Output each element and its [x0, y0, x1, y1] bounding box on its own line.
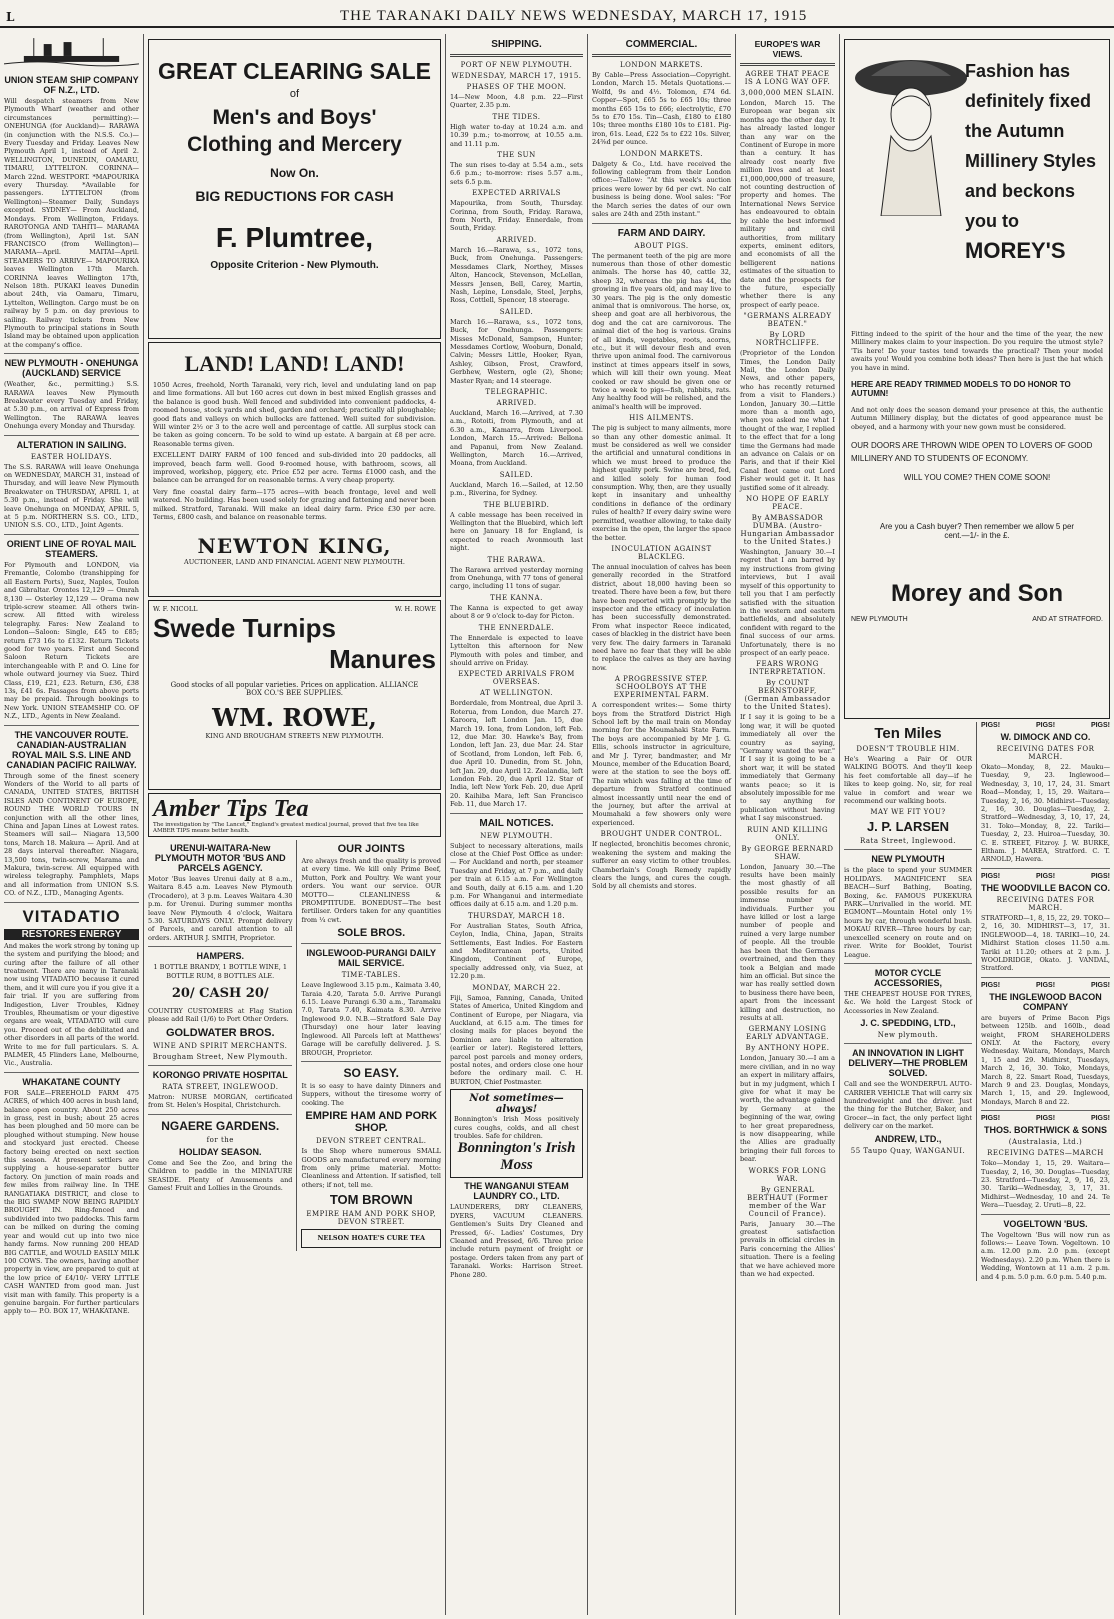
- mail-title: MAIL NOTICES.: [479, 817, 554, 829]
- land-body-1: 1050 Acres, freehold, North Taranaki, very rich, level and undulating land on pap and lime formations. All but 160 acres cut down in best mixed English grasses and the balance is good bush. Well fenced and subdivided into convenient paddocks, 4-roomed house, stock yards and shed, garden and orchard; practically all ploughable; good flats and valleys on which bullocks are fattened. Well suited for subdivision. Will winter 2½ or 3 to the acre well and percentage of cattle. All surplus stock can be taken as going concern. To be sold to wind up estate. A bargain at £8 per acre. Reasonable terms given.: [153, 381, 436, 448]
- land-body-2: EXCELLENT DAIRY FARM of 100 fenced and sub-divided into 20 paddocks, all improved, beach farm well. Good 9-roomed house, with bathroom, scows, all improved, workshop, piggery, etc. Price £52 per acre. Terms £1000 cash, and the balance can be arranged for on reasonable terms. A very cheap property.: [153, 451, 436, 485]
- ngaere-for: for the: [206, 1135, 234, 1144]
- london-markets: LONDON MARKETS.: [620, 61, 703, 69]
- sun-body: The sun rises to-day at 5.54 a.m., sets 6.6 p.m.; to-morrow: rises 5.57 a.m., sets 6.5 p.m.: [450, 161, 583, 186]
- inglewood-bacon: THE INGLEWOOD BACON COMPANY: [989, 991, 1102, 1012]
- orient-body: For Plymouth and LONDON, via Fremantle, Colombo (transhipping for all Eastern Ports), Suez, Naples, Toulon and Gibraltar. Orontes 12,129 — Omrah 8,130 — Osterley 12,129 — Orama new triple-screw steamer. All others twin-screw. All fitted with wireless telegraphy. Fares: New Zealand to London—Saloon: Single, £45 to £85; return £73 16s to £132. Return Tickets good for two years. First and Second Saloon Return Tickets are interchangeable with P. and O. Line for whole outward journey via Suez. Third Class, £19, £21, £23. Return, £36, £38 13s, £41 6s. Passages from above ports may be prepaid. Through bookings to New York. UNION STEAMSHIP CO. OF N.Z., LTD., Agents in New Zealand.: [4, 560, 139, 721]
- sole-bros: SOLE BROS.: [337, 927, 406, 940]
- motor-body: THE CHEAPEST HOUSE FOR TYRES, &c. We hold the Largest Stock of Accessories in New Zealand.: [844, 989, 972, 1015]
- woodville-body: STRATFORD—1, 8, 15, 22, 29. TOKO—2, 16, 30. MIDHIRST—3, 17, 31. INGLEWOOD—4, 18. TARIKI—10, 24. Midhirst Station closes 11.50 a.m. Tariki at 11.20; others at 2 p.m. J. WOOLDRIDGE, Okato. J. VANDAL, Stratford.: [981, 913, 1110, 973]
- pigs-label-7: PIGS!: [981, 981, 1001, 989]
- berthaut: By GENERAL BERTHAUT (Former member of the War Council of France).: [747, 1185, 828, 1218]
- vogeltown-body: The Vogeltown 'Bus will now run as follows:— Leave Town. Vogeltown. 10 a.m. 12.00 p.m. 2.0 p.m. (except Wednesdays). 2.20 p.m. When there is Wedding, Wontown at 11 a.m. 2 p.m. and 4 p.m. 5.0 p.m. 6.0 p.m. 5.40 p.m.: [981, 1230, 1110, 1281]
- pigs-label-12: PIGS!: [1090, 1115, 1110, 1123]
- expected-title: EXPECTED ARRIVALS: [472, 189, 561, 198]
- fashion-line-5: and beckons: [965, 181, 1076, 201]
- northcliffe-body: (Proprietor of the London Times, the London Daily Mail, the London Daily News, and other papers, who has recently returned from a visit to Flanders.) London, January 30.—Little more than a month ago, when you asked me what I thought of the war, I replied to the effect that for a long time the Germans had made an advance on Calais or on Paris, and that if their Kiel Canal fleet came out Lord Fisher would get it. It has justified some of it already.: [740, 349, 835, 492]
- col2-lower-left: [148, 840, 292, 1251]
- shaw-body: London, January 30.—The results have been mainly the most ghastly of all possible results for an immense number of individuals. Further you have killed or lost a large number of people and ruined a very large number of people. All the trouble has been that the Germans overtrained, and then they took a Belgian and made him an official. But since the war has really settled down to business there have been, apart from the incessant killing and destruction, no results at all.: [740, 862, 835, 1022]
- borthwick-sub: (Australasia, Ltd.): [1008, 1138, 1083, 1147]
- hampers-title: HAMPERS.: [196, 951, 244, 962]
- turnips-ad: [148, 600, 441, 790]
- kanna-title: THE KANNA.: [490, 593, 543, 602]
- northcliffe: By LORD NORTHCLIFFE.: [755, 331, 820, 348]
- easter-holidays: EASTER HOLIDAYS.: [30, 452, 113, 461]
- clearing-sale-ad: [148, 39, 441, 339]
- amber-tips-ad: [148, 793, 441, 837]
- column-6: [840, 34, 1114, 1615]
- trimmed: HERE ARE READY TRIMMED MODELS TO DO HONOR TO AUTUMN!: [851, 380, 1071, 399]
- clearing-title: GREAT CLEARING SALE: [157, 58, 432, 84]
- whakatane-title: WHAKATANE COUNTY: [22, 1076, 121, 1087]
- will-you: WILL YOU COME? THEN COME SOON!: [903, 473, 1051, 483]
- dimock-body: Okato—Monday, 8, 22. Mauku—Tuesday, 9, 23. Inglewood—Wednesday, 3, 10, 17, 24, 31. Smart Road—Monday, 1, 15, 29. Waitara—Tuesday, 2, 16, 30. Midhirst—Tuesday, 2, 16, 30. Douglas—Tuesday, 2. Stratford—Wednesday, 3, 10, 17, 24, 31. Toko—Monday, 8, 22. Tariki—Tuesday, 2, 23. Huiroa—Tuesday, 30. C. E. STREET, Fitzroy. J. W. BURKE, Eltham. J. MAREA, Stratford. C. T. ARNOLD, Hawera.: [981, 763, 1110, 864]
- inglewood-mail-body: Leave Inglewood 3.15 p.m., Kaimata 3.40, Taraia 4.20, Tarata 5.0. Arrive Purangi 6.15. Leave Purangi 6.30 a.m., Taramaku 7.0, Tarata 7.40, Kaimata 8.30. Arrive Inglewood 9.0. N.B.—Stratford Sale Day (Thursday) one hour later leaving Inglewood. All Parcels left at Matthews' Garage will be carefully delivered. J. S. BROUGH, Proprietor.: [301, 981, 441, 1057]
- berthaut-body: Paris, January 30.—The greatest satisfaction prevails in official circles in Paris concerning the Allies' situation. There is a feeling that we have achieved more than we had expected.: [740, 1219, 835, 1279]
- tel-arrived-body: Auckland, March 16.—Arrived, at 7.30 a.m., Rotoiti, from Plymouth, and at 6.30 a.m., Kamarra, from Liverpool. London, March 15.—Arrived: Bellona and Papanui, from New Zealand. Wellington, March 16.—Arrived, Moana, from Auckland.: [450, 408, 583, 468]
- clearing-mens: Men's and Boys': [212, 106, 377, 129]
- mail-np: NEW PLYMOUTH.: [480, 831, 553, 840]
- morey-body-block: [851, 330, 1103, 623]
- hospital-body: Matron: NURSE MORGAN, certificated from St. Helen's Hospital, Christchurch.: [148, 1092, 293, 1110]
- col6-lower-right: [976, 722, 1110, 1281]
- bluebird-title: THE BLUEBIRD.: [483, 500, 550, 509]
- overseas-body: Borderdale, from Montreal, due April 3. Roterua, from London, due March 27. Karoora, left London Jan. 15, due March 19. Iona, from London, left Feb. 12, due Mar. 30. Hawke's Bay, from London, left Jan. 23, due Mar. 24. Star of Scotland, from London, left Feb. 6, due April 10. Dunedin, from St. John, left Jan. 29, due April 12. Zealandia, left London Feb. 20, due April 12. Star of India, left New York Feb. 20, due April 20. Kaihiba Mara, left San Francisco Feb. 11, due March 17.: [450, 699, 583, 809]
- pigs-label-1: PIGS!: [981, 722, 1001, 729]
- bernstorff-body: If I say it is going to be a long war, it will be quoted immediately all over the country as saying, "Germany wanted the war." If I say it is going to be a short war, it will be stated immediately that Germany wants peace; so it is absolutely impossible for me to say anything for publication without having what I say misconstrued.: [740, 713, 835, 823]
- col2-lower: [148, 840, 441, 1251]
- telegraphic-title: TELEGRAPHIC.: [485, 387, 548, 396]
- brought-body: If neglected, bronchitis becomes chronic, weakening the system and making the sufferer an easy victim to other troubles. Chamberlain's Cough Remedy rapidly clears the lungs, and cures the cough. Sold by all chemists and stores.: [592, 840, 731, 891]
- ailments-body: The pig is subject to many ailments, more so than any other domestic animal. It must be considered as well we consider the artificial and unnatural conditions in which we must breed to produce the highest quality pork. Swine are bred, fed, and killed solely for human food consumption. Why, then, are they usually kept in insanitary and unhealthy conditions in defiance of the ordinary rules of health? If every dairy swine were permitted, weather allowing, to take daily exercise in the open, the larger the space the better.: [592, 424, 731, 542]
- country-customers: COUNTRY CUSTOMERS at Flag Station please add Rail (1/6) to Port Other Orders.: [148, 1007, 293, 1024]
- pigs-label-3: PIGS!: [1090, 722, 1110, 729]
- dumba: By AMBASSADOR DUMBA. (Austro-Hungarian Ambassador to the United States.): [740, 514, 835, 547]
- goldwater-address: Brougham Street, New Plymouth.: [152, 1052, 288, 1061]
- column-4: [588, 34, 736, 1615]
- empire-address: DEVON STREET CENTRAL.: [315, 1137, 427, 1146]
- tides-body: High water to-day at 10.24 a.m. and 10.39 p.m.; to-morrow, at 10.55 a.m. and 11.11 p.m.: [450, 122, 583, 148]
- larsen-address: Rata Street, Inglewood.: [859, 837, 957, 846]
- woodville-sub: RECEIVING DATES FOR MARCH.: [996, 895, 1095, 912]
- bonnington-logo: Bonnington's Irish Moss: [457, 1140, 576, 1174]
- schoolboys-title: A PROGRESSIVE STEP. SCHOOLBOYS AT THE EXPERIMENTAL FARM.: [613, 675, 710, 700]
- hampers-items: 1 BOTTLE BRANDY, 1 BOTTLE WINE, 1 BOTTLE RUM, 8 BOTTLES ALE.: [153, 963, 287, 980]
- doors: OUR DOORS ARE THROWN WIDE OPEN TO LOVERS OF GOOD MILLINERY AND TO STUDENTS OF ECONOMY.: [851, 441, 1093, 464]
- fears-title: FEARS WRONG INTERPRETATION.: [749, 660, 826, 677]
- hospital-title: KORONGO PRIVATE HOSPITAL: [152, 1069, 288, 1080]
- spedding: J. C. SPEDDING, LTD.,: [860, 1018, 956, 1029]
- motor-title: MOTOR CYCLE ACCESSORIES,: [873, 967, 942, 988]
- vitadatio-body: And makes the work strong by toning up the system and purifying the blood; and curing after the failure of all other treatment. There are many in Taranaki now using VITADATIO because it cured them, and it will cure you if you give it a fair trial. If you are suffering from Indigestion, Liver Troubles, Kidney Troubles, Rheumatism or your digestive organs are weak, VITADATIO will cure you. Proceed out of the debilitated and other disorders in all parts of the world. Write to me for full particulars. S. A. PALMER, 45 Flinders Lane, Melbourne, Vic., Australia.: [4, 941, 139, 1068]
- morey-ad: [844, 39, 1110, 719]
- inglewood-bacon-body: are buyers of Prime Bacon Pigs between 125lb. and 160lb., dead weight, FROM SHAREHOLDERS ONLY. At the Factory, every Wednesday. Waitara, Mondays, March 1, 15 and 29. Midhirst, Tuesdays, March 2, 16, 30. Toko, Mondays, March 8, 22. Smart Road, Tuesdays, March 9 and 23. Douglas, Mondays, March 1, 15, and 29. Inglewood, Mondays, March 8 and 22.: [981, 1013, 1110, 1106]
- commercial-body-2: Dalgety & Co., Ltd. have received the following cablegram from their London office:—Tallow: "At this week's auction prices were lower by 6d per cwt. No calf business is being done. Wool sales: "For the March series the dates of our own sales are 24th and 25th instant.": [592, 159, 731, 219]
- fashion-line-2: definitely fixed: [965, 91, 1092, 111]
- wanganui-body: LAUNDERERS, DRY CLEANERS, DYERS, VACUUM CLEANERS. Gentlemen's Suits Dry Cleaned and Pressed, 6/-. Ladies' Costumes, Dry Cleaned and Pressed, 6/6. Three price include return payment of freight or postage. Orders taken from any part of Taranaki. Works: Harrison Street. Phone 280.: [450, 1203, 583, 1279]
- morey-stratford: AND AT STRATFORD.: [1032, 616, 1103, 624]
- wanganui-laundry: THE WANGANUI STEAM LAUNDRY CO., LTD.: [464, 1181, 569, 1202]
- fit-you: MAY WE FIT YOU?: [870, 808, 946, 817]
- tom-brown: TOM BROWN: [329, 1192, 413, 1208]
- hope-body: London, January 30.—I am a mere civilian, and in no way an expert in military affairs, but in my judgment, which I give for what it may be worth, the advantage gained by Germany at the beginning of the war, owing to her great preparedness, is now disappearing, while the Allies are gradually bringing their full forces to bear.: [740, 1054, 835, 1164]
- peace-title: AGREE THAT PEACE IS A LONG WAY OFF.: [744, 70, 831, 86]
- morey-and-son: Morey and Son: [890, 580, 1064, 608]
- vancouver-title: THE VANCOUVER ROUTE. CANADIAN-AUSTRALIAN ROYAL MAIL S.S. LINE AND CANADIAN PACIFIC RAILWAY.: [6, 729, 137, 770]
- ruin-title: RUIN AND KILLING ONLY.: [746, 825, 829, 842]
- bluebird-body: A cable message has been received in Wellington that the Bluebird, which left here on January 18 for England, is expected to reach Avonmouth last night.: [450, 510, 583, 553]
- manures-body: Good stocks of all popular varieties. Prices on application. ALLIANCE BOX CO.'S BEE SUPPLIES.: [170, 681, 419, 697]
- time-tables: TIME-TABLES.: [341, 971, 401, 980]
- bonnington-body: Bonnington's Irish Moss positively cures coughs, colds, and all chest troubles. Safe for children.: [454, 1115, 579, 1140]
- overseas-title: EXPECTED ARRIVALS FROM OVERSEAS.: [458, 670, 575, 687]
- dumba-body: Washington, January 30.—I regret that I am barred by my instructions from giving interviews, but I avail myself of this opportunity to tell you that I am perfectly satisfied with the situation in the western and eastern battlefields, and absolutely confident with regard to the final success of our arms. Unfortunately, there is no prospect of an early peace.: [740, 548, 835, 657]
- urenui-title: URENUI-WAITARA-New PLYMOUTH MOTOR 'BUS AND PARCELS AGENCY.: [154, 843, 286, 873]
- london-markets-2: LONDON MARKETS.: [620, 149, 703, 158]
- shaw: By GEORGE BERNARD SHAW.: [741, 844, 834, 861]
- morey-np: NEW PLYMOUTH: [851, 616, 908, 624]
- pigs-label-6: PIGS!: [1090, 872, 1110, 880]
- pigs-label-10: PIGS!: [981, 1115, 1001, 1123]
- port-date: WEDNESDAY, MARCH 17, 1915.: [451, 72, 582, 80]
- fashion-line-4: Millinery Styles: [965, 151, 1097, 171]
- land-ad: [148, 342, 441, 597]
- shipping-title: SHIPPING.: [491, 39, 542, 50]
- rarawa-title: THE RARAWA.: [487, 555, 546, 564]
- clearing-big: BIG REDUCTIONS FOR CASH: [195, 188, 394, 204]
- borthwick: THOS. BORTHWICK & SONS: [984, 1125, 1107, 1136]
- pigs-label-9: PIGS!: [1090, 981, 1110, 989]
- bonnington-banner: Not sometimes—always!: [469, 1093, 564, 1116]
- vitadatio-tagline: RESTORES ENERGY: [4, 929, 139, 940]
- innovation-title: AN INNOVATION IN LIGHT DELIVERY—THE PROBLEM SOLVED.: [848, 1048, 968, 1079]
- brought-title: BROUGHT UNDER CONTROL.: [600, 830, 723, 839]
- clearing-of: of: [289, 88, 300, 100]
- ten-miles-sub: DOESN'T TROUBLE HIM.: [856, 745, 960, 753]
- mail-body-3: Fiji, Samoa, Fanning, Canada, United States of America, United Kingdom and Continent of Europe, per Niagara, via Auckland, at 6.15 a.m. The times for closing mails for places beyond the Dominion are liable to alteration (earlier or later). Registered letters, parcel post parcels and money orders, postal notes, and orders close one hour before the ordinary mail. C. H. BURTON, Chief Postmaster.: [450, 993, 583, 1086]
- ailments-title: HIS AILMENTS.: [629, 414, 694, 423]
- larsen: J. P. LARSEN: [866, 819, 950, 835]
- tides-title: THE TIDES.: [492, 112, 541, 121]
- column-1: [0, 34, 144, 1615]
- vancouver-body: Through some of the finest scenery Wonders of the World to all parts of CANADA, UNITED STATES, BRITISH ISLES AND CONTINENT OF EUROPE, ROUND THE WORLD TOURS IN conjunction with all the other lines, China and Japan Lines at Lowest rates. Steamers will sail— Niagara 13,500 tons, March 18. Makura — April. And at 28 days interval thereafter. Niagara, 13,500 tons, twin-screw, Marama and Makura, twin-screw. All equipped with wireless telegraphy. Pamphlets, Maps and all information from UNION S.S. CO. of N.Z., LTD., Managing Agents.: [4, 771, 139, 898]
- column-2: [144, 34, 446, 1615]
- np-summer-body: is the place to spend your SUMMER HOLIDAYS. MAGNIFICENT SEA BEACH—Surf Bathing, Boating, Boxing, &c. FAMOUS PUKEKURA PARK—Unrivalled in the world. MT. EGMONT—Mountain Hotel only 1½ hours by car, through wonderful bush. MOKAU RIVER—Three hours by car; unexcelled scenery on route and on river. Write for Booklet, Tourist League.: [844, 866, 972, 959]
- europe-title: EUROPE'S WAR VIEWS.: [754, 39, 821, 59]
- goldwater-sub: WINE AND SPIRIT MERCHANTS.: [153, 1041, 288, 1050]
- masthead: [0, 0, 1114, 28]
- pigs-title: ABOUT PIGS.: [634, 241, 689, 250]
- column-5: [736, 34, 840, 1615]
- orient-title: ORIENT LINE OF ROYAL MAIL STEAMERS.: [6, 538, 137, 559]
- newspaper-title: THE TARANAKI DAILY NEWS WEDNESDAY, MARCH 17, 1915: [340, 8, 808, 24]
- pigs-label-8: PIGS!: [1035, 981, 1056, 989]
- bonnington-ad: [450, 1089, 583, 1178]
- commercial-body-1: By Cable—Press Association—Copyright. London, March 15. Metals Quotations.—Wolfd, 9s and 4½. Tolomon, £74 6d. Copper—Spot, £65 5s to £65 10s; three months £65 15s to £66; electrolytic, £70 5s to £70 15s. Tin—Cash, £180 to £180 10s; three months £180 10s to £181. Pig-iron, 61s. Lead, £22 5s to £22 10s. Silver, 24⅜d per ounce.: [592, 71, 731, 147]
- expected-body: Mapourika, from South, Thursday. Corinna, from South, Friday. Rarawa, from North, Friday. Ennerdale, from South, Friday.: [450, 199, 583, 233]
- goldwater: GOLDWATER BROS.: [165, 1026, 275, 1039]
- alteration-title: ALTERATION IN SAILING.: [16, 439, 127, 450]
- sailed-body: March 16.—Rarawa, s.s., 1072 tons, Buck, for Onehunga. Passengers: Misses McDonald, Sampson, Hunter; Messdames Cortlow, Wooburn, Donald, Calvin; Messrs Little, Hooker, Ryan, Ashley, Gibson, Frost, Crawford, Gerbhew, Western, ogle (2), Shone; Master Ryan; and 14 steerage.: [450, 317, 583, 385]
- pigs-label-11: PIGS!: [1035, 1115, 1056, 1123]
- inoculation-title: INOCULATION AGAINST BLACKLEG.: [611, 544, 712, 561]
- tom-brown-address: EMPIRE HAM AND PORK SHOP, DEVON STREET.: [306, 1210, 437, 1227]
- arrived-title: ARRIVED.: [496, 235, 537, 244]
- ngaere-title: NGAERE GARDENS.: [161, 1118, 280, 1133]
- vogeltown: VOGELTOWN 'BUS.: [1003, 1218, 1088, 1229]
- hope: By ANTHONY HOPE.: [745, 1044, 830, 1053]
- pigs-label-2: PIGS!: [1035, 722, 1056, 729]
- spedding-address: New plymouth.: [877, 1031, 939, 1040]
- empire-body: Is the Shop where numerous SMALL GOODS are manufactured every morning from only prime material. Motto: Cleanliness and Attention. If satisfied, tell others; if not, tell me.: [301, 1147, 441, 1189]
- so-easy: SO EASY.: [343, 1065, 399, 1080]
- arrived-body: March 16.—Rarawa, s.s., 1072 tons, Buck, from Onehunga. Passengers: Messdames Clark, Northey, Misses Alton, Hancock, Stevenson, McLellan, Messrs Jensen, Bell, Carey, Martin, Nash, Lepine, Lonsdale, Steel, Jerphs, Ross, Cottlell, Spencer, 18 steerage.: [450, 245, 583, 305]
- col6-lower-left: [844, 722, 972, 1281]
- fashion-line-6: you to: [965, 211, 1019, 231]
- vitadatio-logo: VITADATIO: [22, 906, 121, 926]
- new-plymouth-onehunga-title: NEW PLYMOUTH - ONEHUNGA (AUCKLAND) SERVICE: [4, 358, 139, 379]
- swede-turnips: Swede Turnips: [153, 613, 336, 643]
- sailed-title: SAILED.: [499, 307, 534, 316]
- amber-tips: Amber Tips Tea: [153, 796, 309, 822]
- inoculation-body: The annual inoculation of calves has been generally recorded in the Stratford district, about 18,000 having been so treated. There have been a few, but there have been reported with promptly by the inspector and the efficacy of inoculation has been successfully demonstrated. From what inspector Reece indicated, cases of blackleg in the district have been very few. The dairy farmers in Taranaki need have no fear that they will be able to replace the calves as they are having now.: [592, 562, 731, 672]
- wm-rowe: WM. ROWE,: [212, 703, 377, 732]
- col6-lower: [844, 722, 1110, 1281]
- whakatane-body: FOR SALE—FREEHOLD FARM 475 ACRES, of which 400 acres in bush land, balance open country. About 250 acres in grass, rest in bush; about 25 acres has been ploughed and 50 more can be ploughed without stumping. New house and stockyard just erected. Cheese factory being erected on next section this season. At present settlers are supplying a house-separator butter factory. On junction of main roads and few miles from railway line. In THE RANGATIAKA DISTRICT, and close to the BIG SWAMP NOW BEING RAPIDLY BROUGHT IN. Ring-fenced and subdivided into two paddocks. This farm can be milked on during the coming year and would cut up into two nice handy farms. Now running 200 HEAD BIG CATTLE, and WOULD EASILY MILK 100 COWS. The owners, having another property in view, are prepared to quit at the low price of £4/10/- VERY LITTLE CASH WANTED from good man. Just visit man with family. This property is a genuine bargain. For further particulars apply to— P.O. BOX 17, WHAKATANE.: [4, 1088, 139, 1316]
- borthwick-body: Toko—Monday 1, 15, 29. Waitara—Tuesday, 2, 16, 30. Douglas—Tuesday, 23. Stratford—Tuesday, 2, 9, 16, 23, 30. Tariki—Wednesday, 3, 17, 31. Midhirst—Wednesday, 10 and 24. Te Wera—Tuesday, 2. Uruti—8, 22.: [981, 1159, 1110, 1210]
- rowe-small: W. H. ROWE: [394, 605, 436, 613]
- europe-body-1: London, March 15. The European war began six months ago the other day. It has already lasted longer than any war on the Continent of Europe in more than a century. It has already cost nearly five million lives and at least £1,000,000,000 of treasure, not counting destruction of property and homes. The International News Service has endeavoured to obtain by cable the best informed military and civil authorities, from military experts, eminent editors, and economists of all the belligerent nations estimates of the situation to date and the prospects for the future, especially whether there is any prospect of early peace.: [740, 99, 835, 309]
- no-hope: NO HOPE OF EARLY PEACE.: [745, 495, 830, 512]
- losing-title: GERMANY LOSING EARLY ADVANTAGE.: [745, 1025, 830, 1042]
- kanna-body: The Kanna is expected to get away about 8 or 9 o'clock to-day for Picton.: [450, 603, 583, 621]
- ten-miles-body: He's Wearing a Pair Of OUR WALKING BOOTS. And they'll keep his feet comfortable all day—if he likes to keep going. No, sir, for real value in comfort and wear we recommend our walking boots.: [844, 755, 972, 806]
- inglewood-mail-title: INGLEWOOD-PURANGI DAILY MAIL SERVICE.: [306, 948, 437, 969]
- so-easy-body: It is so easy to have dainty Dinners and Suppers, without the tiresome worry of cooking. The: [301, 1081, 441, 1107]
- nicoll: W. F. NICOLL: [153, 605, 198, 613]
- newton-king-sub: AUCTIONEER, LAND AND FINANCIAL AGENT NEW PLYMOUTH.: [184, 557, 405, 566]
- ennerdale-title: THE ENNERDALE.: [478, 623, 555, 632]
- col2-lower-right: [296, 840, 441, 1251]
- cash-20: 20/ CASH 20/: [171, 986, 269, 1002]
- andrew: ANDREW, LTD.,: [874, 1133, 942, 1144]
- urenui-body: Motor 'Bus leaves Urenui daily at 8 a.m., Waitara 8.45 a.m. Leaves New Plymouth (Trocadero), at 3 p.m. Leaves Waitara 4.30 p.m. for Urenui. During summer months leave New Plymouth 4 o'clock, Waitara 5.30. SATURDAYS ONLY. Prompt delivery of Parcels, and careful attention to all orders. ARTHUR J. SMITH, Proprietor.: [148, 875, 293, 942]
- fashion-line-3: the Autumn: [965, 121, 1065, 141]
- ngaere-holiday: HOLIDAY SEASON.: [178, 1146, 262, 1157]
- clearing-now: Now On.: [270, 166, 319, 180]
- fashion-line-7: MOREY'S: [965, 238, 1066, 263]
- wm-rowe-address: KING AND BROUGHAM STREETS NEW PLYMOUTH.: [205, 732, 384, 740]
- morey-body: Fitting indeed to the spirit of the hour and the time of the year, the new Millinery makes claim to your inspection. Do you require the utmost style? 'Tis here! Do your tastes tend towards the practical? Then your model awaits you! Would you combine both ideas? Then here is just the hat which you have in mind.: [851, 330, 1103, 372]
- column-3: [446, 34, 588, 1615]
- innovation-body: Call and see the WONDERFUL AUTO-CARRIER VEHICLE That will carry six hundredweight and the driver. Just the thing for the Butcher, Baker, and Grocer—in fact, the only perfect light delivery car on the market.: [844, 1080, 972, 1131]
- land-body-3: Very fine coastal dairy farm—175 acres—with beach frontage, level and well watered. No building. Has been used solely for grazing and fattening and never been milked. Stratford, Taranaki. Will make an ideal dairy farm. Price £30 per acre. Terms, £800 cash, and balance on reasonable terms.: [153, 487, 436, 522]
- land-title: LAND! LAND! LAND!: [184, 351, 405, 376]
- andrew-address: 55 Taupo Quay, WANGANUI.: [850, 1146, 966, 1155]
- manures: Manures: [329, 644, 436, 674]
- alteration-body: The S.S. RARAWA will leave Onehunga on WEDNESDAY, MARCH 31, instead of Thursday, and will leave New Plymouth Breakwater on THURSDAY, APRIL 1, at 5.30 p.m., instead of Friday. She will leave Onehunga on MONDAY, APRIL 5, at 5 p.m. NORTHERN S.S. CO., LTD., UNION S.S. CO., LTD., Joint Agents.: [4, 462, 139, 530]
- nelson-hoates: NELSON HOATE'S CURE TEA: [301, 1229, 441, 1247]
- at-wellington: AT WELLINGTON.: [480, 689, 553, 698]
- works-title: WORKS FOR LONG WAR.: [748, 1166, 827, 1183]
- port-title: PORT OF NEW PLYMOUTH.: [460, 61, 573, 69]
- plumtree-name: F. Plumtree,: [215, 222, 374, 253]
- tel-arrived-title: ARRIVED.: [496, 398, 537, 407]
- pigs-body: The permanent teeth of the pig are more numerous than those of other domestic animals. The horse has 40, cattle 32, sheep 32, whereas the pig has 44, the growing in five years old, and may live to 30 years. The pig is the only domestic animal that is omnivorous. The horse, ox, sheep and goat are all herbivorous, the dog and the cat are carnivorous. The animal diet of the hog is various. Grains of all kinds, vegetables, roots, acorns, etc., but it will devour flesh and even thrive upon animal food. The carnivorous instinct at times appears itself in sows, which will kill their own young. Meat cooked or raw should be given one or twice a week to pigs—fish, rabbits, rats. Any healthy food will be relished, and the animal's health will be improved.: [592, 251, 731, 411]
- hospital-address: RATA STREET, INGLEWOOD.: [161, 1082, 279, 1091]
- cash-buyer: Are you a Cash buyer? Then remember we allow 5 per cent.—1/- in the £.: [879, 522, 1075, 541]
- pigs-label-4: PIGS!: [981, 872, 1001, 880]
- ten-miles: Ten Miles: [874, 725, 942, 742]
- sun-title: THE SUN: [497, 151, 536, 160]
- union-title: UNION STEAM SHIP COMPANY OF N.Z., LTD.: [4, 75, 139, 95]
- joints-title: OUR JOINTS: [337, 843, 405, 855]
- rarawa-body: The Rarawa arrived yesterday morning from Onehunga, with 77 tons of general cargo, including 11 tons of sugar.: [450, 565, 583, 591]
- fashion-line-1: Fashion has: [965, 61, 1071, 81]
- masthead-mark: L: [6, 10, 15, 24]
- morey-body-2: And not only does the season demand your presence at this, the authentic Autumn Millinery display, but the dictates of good appearance must be obeyed, and a harmony with your new gown must be considered.: [851, 406, 1103, 431]
- germans-title: "GERMANS ALREADY BEATEN.": [743, 312, 832, 329]
- mail-body-2: For Australian States, South Africa, Ceylon, India, China, Japan, Straits Settlements, East Indies. For Eastern and Mediterranean ports, United Kingdom, Continent of Europe, specially addressed only, via Suez, at 12.20 p.m.: [450, 921, 583, 981]
- plumtree-address: Opposite Criterion - New Plymouth.: [210, 260, 379, 271]
- ennerdale-body: The Ennerdale is expected to leave Lyttelton this afternoon for New Plymouth with poles and timber, and should arrive on Friday.: [450, 633, 583, 667]
- mail-thursday: THURSDAY, MARCH 18.: [467, 911, 566, 920]
- mail-body: Subject to necessary alterations, mails close at the Chief Post Office as under:— For Auckland and north, per steamer Tuesday and Friday, at 7 p.m., and daily per train at 6.15 a.m. For Wellington and South, daily at 6.15 a.m. and 1.20 p.m. For Whanganui and intermediate offices daily at 6.15 a.m. and 1.20 p.m.: [450, 841, 583, 909]
- moon-body: 14—New Moon, 4.8 p.m. 22—First Quarter, 2.35 p.m.: [450, 93, 583, 110]
- clearing-clothing: Clothing and Mercery: [187, 133, 402, 156]
- steamship-icon: [4, 36, 139, 68]
- pigs-label-5: PIGS!: [1035, 872, 1056, 880]
- joints-body: Are always fresh and the quality is proved at every time. We kill only Prime Beef, Mutton, Pork and Poultry. We want your orders. You want our service. OUR MOTTO— CLEANLINESS & PROMPTITUDE. BONEDUST—The best fertiliser. Orders taken for any quantities from ¼ cwt.: [301, 857, 441, 924]
- commercial-title: COMMERCIAL.: [625, 39, 698, 50]
- lady-hat-illustration: [851, 46, 971, 216]
- union-body: Will despatch steamers from New Plymouth Wharf (weather and other circumstances permitting):— ONEHUNGA (for Auckland)— RARAWA (in conjunction with the N.S.S. Co.)—Every Tuesday and Friday. Leaves New Plymouth April 1, instead of April 2. WELLINGTON, DUNEDIN, OAMARU, TIMARU, LYTTELTON. CORINNA—March 22nd. WESTPORT. *MAPOURIKA every Thursday. *Available for passengers. LYTTELTON (from Wellington)—Steamer Daily, Sundays excepted. SYDNEY— From Auckland, Mondays. From Wellington, Fridays. RAROTONGA AND TAHITI— MARAMA (from Wellington), April 1st. SAN FRANCISCO (from Wellington)— MARAMA—April. MAITAI—April. STEAMERS TO ARRIVE— MAPOURIKA leaves Wellington 17th March. CORINNA leaves Wellington 17th, Nelson 18th. PUKAKI leaves Dunedin about 24th, via Oamaru, Timaru, Lyttelton, Wellington. Cargo must be on railway by 5 p.m. on day previous to sailing. Railway tickets from New Plymouth to principal stations in South Island may be obtained upon application at the company's office.: [4, 97, 139, 349]
- farm-title: FARM AND DAIRY.: [617, 227, 706, 239]
- amber-sub: The investigation by "The Lancet," England's greatest medical journal, proved that five tea like AMBER TIPS means better health.: [153, 822, 419, 834]
- tel-sailed-body: Auckland, March 16.—Sailed, at 12.50 p.m., Riverina, for Sydney.: [450, 480, 583, 498]
- woodville: THE WOODVILLE BACON CO.: [981, 882, 1110, 893]
- empire-title: EMPIRE HAM AND PORK SHOP.: [305, 1110, 438, 1135]
- slain: 3,000,000 MEN SLAIN.: [740, 89, 835, 97]
- new-plymouth-onehunga-body: (Weather, &c., permitting.) S.S. RARAWA leaves New Plymouth Breakwater every Tuesday and Friday, at 5.30 p.m., on arrival of Express from Wellington. The RARAWA leaves Onehunga every Monday and Thursday.: [4, 380, 139, 431]
- np-summer-title: NEW PLYMOUTH: [871, 854, 945, 865]
- mail-monday: MONDAY, MARCH 22.: [472, 983, 561, 992]
- borthwick-dates: RECEIVING DATES—MARCH: [987, 1149, 1104, 1158]
- bernstorff: By COUNT BERNSTORFF, (German Ambassador to the United States).: [743, 679, 832, 712]
- newton-king: NEWTON KING,: [197, 533, 392, 558]
- dimock-sub: RECEIVING DATES FOR MARCH.: [996, 745, 1095, 761]
- ngaere-body: Come and See the Zoo, and bring the Children to paddle in the MINIATURE SEASIDE. Plenty of Amusements and Games! Fruit and Lollies in the Grounds.: [148, 1158, 293, 1192]
- dimock: W. DIMOCK AND CO.: [1000, 732, 1091, 742]
- moon-title: PHASES OF THE MOON.: [466, 83, 567, 91]
- tel-sailed-title: SAILED.: [499, 470, 534, 479]
- schoolboys-body: A correspondent writes:— Some thirty boys from the Stratford District High School left by the mail train on Monday morning for the Moumahaki State Farm. The boys are accompanied by Mr J. G. Ellis, schools instructor in agriculture, and Mr J. Tyrer, bandmaster, and Mr Mounce, member of the Education Board, were at the station to see the boys off. The rain which was falling at the time of departure from Stratford continued almost incessantly until near the end of the journey, but after the arrival at Moumahaki a few showers only were experienced.: [592, 701, 731, 827]
